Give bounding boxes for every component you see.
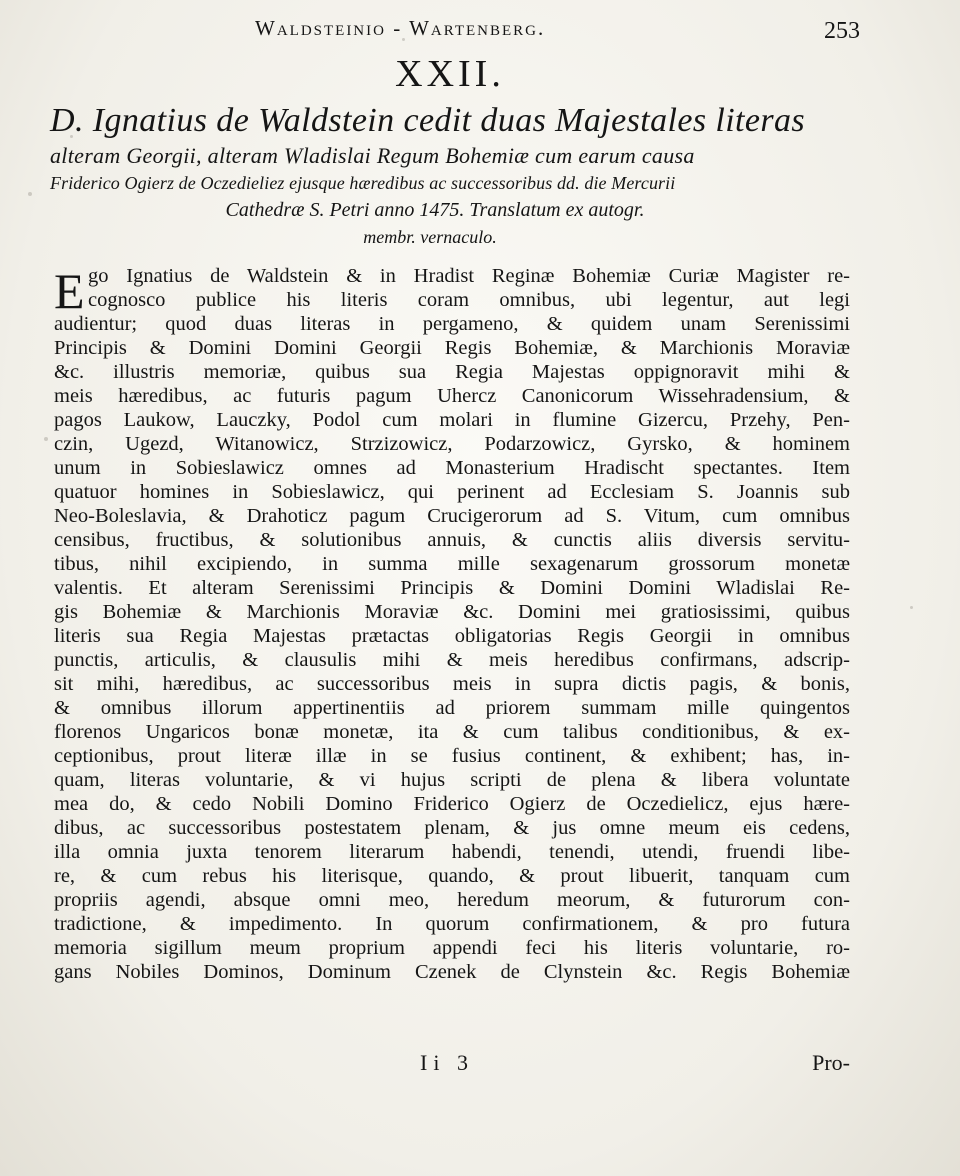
text-line: czin, Ugezd, Witanowicz, Strzizowicz, Podarzowicz, Gyrsko, & hominem [54, 433, 850, 455]
text-line: valentis. Et alteram Serenissimi Principis & Domini Domini Wladislai Re- [54, 577, 850, 599]
heading-line: membr. vernaculo. [363, 227, 497, 247]
text-line: memoria sigillum meum proprium appendi feci his literis voluntarie, ro- [54, 937, 850, 959]
text-line: tibus, nihil excipiendo, in summa mille sexagenarum grossorum monetæ [54, 553, 850, 575]
running-head: Waldsteinio - Wartenberg. [255, 16, 546, 40]
catchword: Pro- [812, 1050, 850, 1075]
text-line: literis sua Regia Majestas prætactas obligatorias Regis Georgii in omnibus [54, 625, 850, 647]
text-line: gis Bohemiæ & Marchionis Moraviæ &c. Domini mei gratiosissimi, quibus [54, 601, 850, 623]
text-line: meis hæredibus, ac futuris pagum Uhercz Canonicorum Wissehradensium, & [54, 385, 850, 407]
text-line: censibus, fructibus, & solutionibus annuis, & cunctis aliis diversis servitu- [54, 529, 850, 551]
text-line: unum in Sobieslawicz omnes ad Monasterium Hradischt spectantes. Item [54, 457, 850, 479]
heading-line: Cathedræ S. Petri anno 1475. Translatum ex autogr. [225, 199, 645, 221]
text-line: sit mihi, hæredibus, ac successoribus meis in supra dictis pagis, & bonis, [54, 673, 850, 695]
ink-speck [44, 437, 48, 441]
text-line: pagos Laukow, Lauczky, Podol cum molari in flumine Gizercu, Przehy, Pen- [54, 409, 850, 431]
heading-line: D. Ignatius de Waldstein cedit duas Majestales literas [50, 102, 806, 139]
text-line: & omnibus illorum appertinentiis ad priorem summam mille quingentos [54, 697, 850, 719]
text-line: mea do, & cedo Nobili Domino Friderico Ogierz de Oczedielicz, ejus hære- [54, 793, 850, 815]
text-line: dibus, ac successoribus postestatem plenam, & jus omne meum eis cedens, [54, 817, 850, 839]
signature-mark: Ii 3 [420, 1050, 474, 1075]
text-line: Principis & Domini Domini Georgii Regis Bohemiæ, & Marchionis Moraviæ [54, 337, 850, 359]
text-line: quam, literas voluntarie, & vi hujus scripti de plena & libera voluntate [54, 769, 850, 791]
document-heading [50, 100, 850, 250]
document-number: XXII. [395, 53, 505, 95]
text-line: propriis agendi, absque omni meo, heredum meorum, & futurorum con- [54, 889, 850, 911]
text-line: tradictione, & impedimento. In quorum confirmationem, & pro futura [54, 913, 850, 935]
page-footer [0, 1050, 960, 1080]
body-text [54, 264, 850, 984]
heading-line: alteram Georgii, alteram Wladislai Regum Bohemiæ cum earum causa [50, 143, 695, 168]
text-line: punctis, articulis, & clausulis mihi & meis heredibus confirmans, adscrip- [54, 649, 850, 671]
page-number: 253 [824, 18, 860, 44]
text-line: illa omnia juxta tenorem literarum habendi, tenendi, utendi, fruendi libe- [54, 841, 850, 863]
ink-speck [910, 606, 913, 609]
body-lines [54, 312, 850, 984]
text-line: cognosco publice his literis coram omnibus, ubi legentur, aut legi [88, 289, 850, 311]
text-line: audientur; quod duas literas in pergameno, & quidem unam Serenissimi [54, 313, 850, 335]
text-line: gans Nobiles Dominos, Dominum Czenek de Clynstein &c. Regis Bohemiæ [54, 961, 850, 983]
text-line: Neo-Boleslavia, & Drahoticz pagum Crucigerorum ad S. Vitum, cum omnibus [54, 505, 850, 527]
text-line-content: go Ignatius de Waldstein & in Hradist Reginæ Bohemiæ Curiæ Magister re- [88, 265, 850, 287]
text-line: re, & cum rebus his literisque, quando, & prout libuerit, tanquam cum [54, 865, 850, 887]
drop-cap: E [54, 263, 85, 319]
text-line: ceptionibus, prout literæ illæ in se fusius continent, & exhibent; has, in- [54, 745, 850, 767]
text-line: quatuor homines in Sobieslawicz, qui perinent ad Ecclesiam S. Joannis sub [54, 481, 850, 503]
text-line: &c. illustris memoriæ, quibus sua Regia Majestas oppignoravit mihi & [54, 361, 850, 383]
heading-line: Friderico Ogierz de Oczedieliez ejusque hæredibus ac successoribus dd. die Mercurii [50, 173, 676, 193]
ink-speck [28, 192, 32, 196]
text-line: florenos Ungaricos bonæ monetæ, ita & cum talibus conditionibus, & ex- [54, 721, 850, 743]
